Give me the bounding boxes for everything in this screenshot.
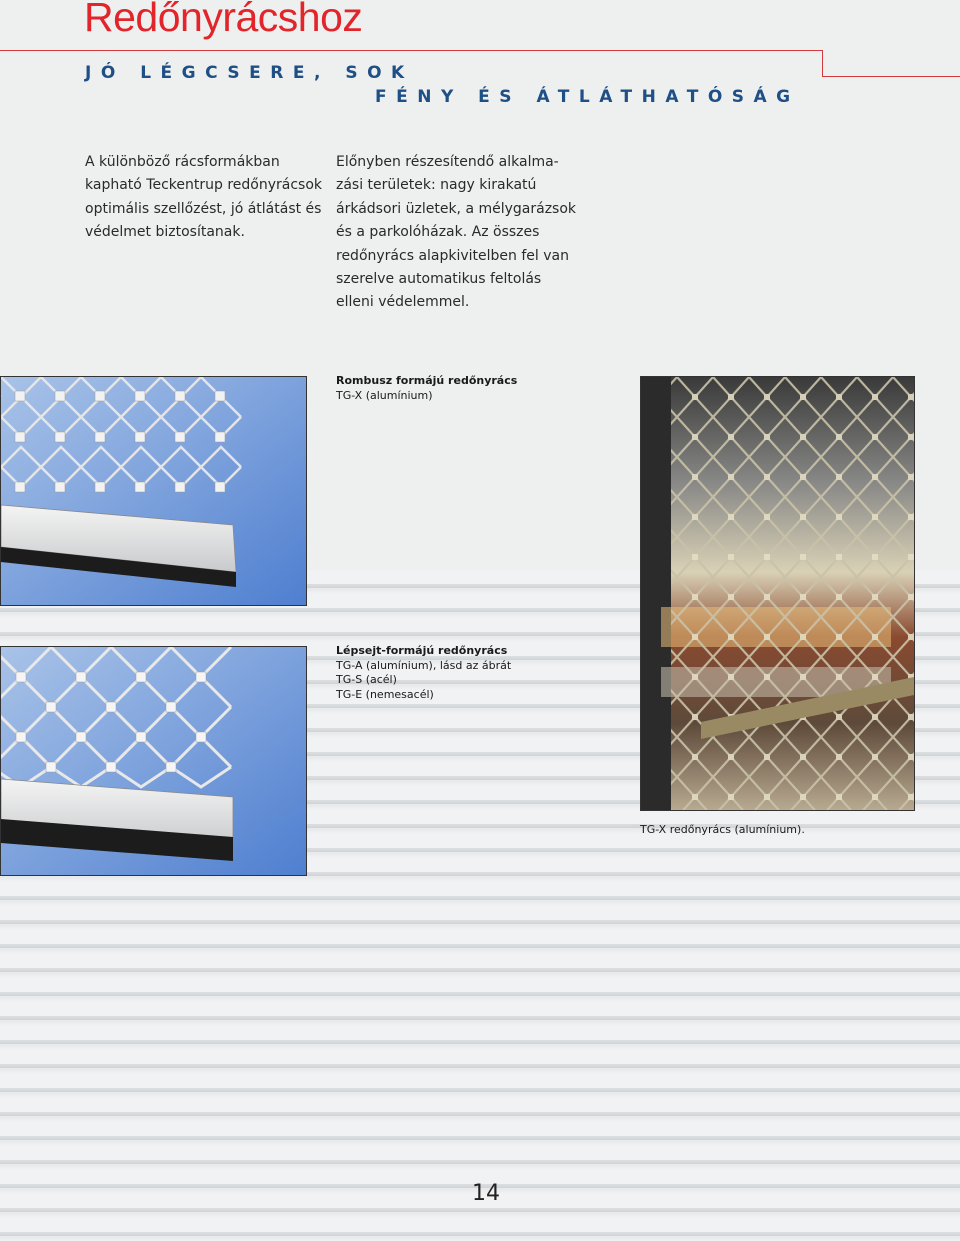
- text-line: optimális szellőzést, jó átlátást és: [85, 200, 322, 217]
- caption-title: Rombusz formájú redőnyrács: [336, 374, 518, 387]
- intro-paragraph-1: [85, 151, 325, 245]
- honeycomb-grille-photo: [0, 646, 307, 876]
- header-rule-right: [822, 76, 960, 77]
- intro-paragraph-2: [336, 151, 586, 315]
- text-line: A különböző rácsformákban: [85, 154, 280, 170]
- text-line: és a parkolóházak. Az összes: [336, 224, 540, 241]
- text-line: szerelve automatikus feltolás: [336, 271, 542, 288]
- page-number: 14: [472, 1181, 500, 1206]
- text-line: kapható Teckentrup redőnyrácsok: [85, 177, 322, 194]
- text-line: zási területek: nagy kirakatú: [336, 177, 537, 194]
- text-line: elleni védelemmel.: [336, 294, 470, 311]
- subtitle-line-2: FÉNY ÉS ÁTLÁTHATÓSÁG: [375, 87, 800, 107]
- honeycomb-caption: [336, 644, 511, 702]
- text-line: redőnyrács alapkivitelben fel van: [336, 247, 569, 264]
- caption-line: TG-X (alumínium): [336, 388, 433, 402]
- header-rule-step: [822, 50, 823, 76]
- caption-title: Lépsejt-formájú redőnyrács: [336, 644, 508, 657]
- shopfront-grille-photo: [640, 376, 915, 811]
- text-line: árkádsori üzletek, a mélygarázsok: [336, 200, 577, 217]
- subtitle-line-1: JÓ LÉGCSERE, SOK: [85, 63, 414, 83]
- rhombus-grille-photo: [0, 376, 307, 606]
- header-rule: [0, 50, 822, 51]
- text-line: Előnyben részesítendő alkalma-: [336, 154, 559, 170]
- text-line: védelmet biztosítanak.: [85, 224, 245, 241]
- rhombus-caption: [336, 374, 517, 403]
- shopfront-caption: TG-X redőnyrács (alumínium).: [640, 823, 805, 836]
- page-title: Redőnyrácshoz: [84, 0, 363, 40]
- caption-line: TG-A (alumínium), lásd az ábrát: [336, 658, 512, 672]
- caption-line: TG-S (acél): [336, 673, 397, 686]
- caption-line: TG-E (nemesacél): [336, 687, 434, 701]
